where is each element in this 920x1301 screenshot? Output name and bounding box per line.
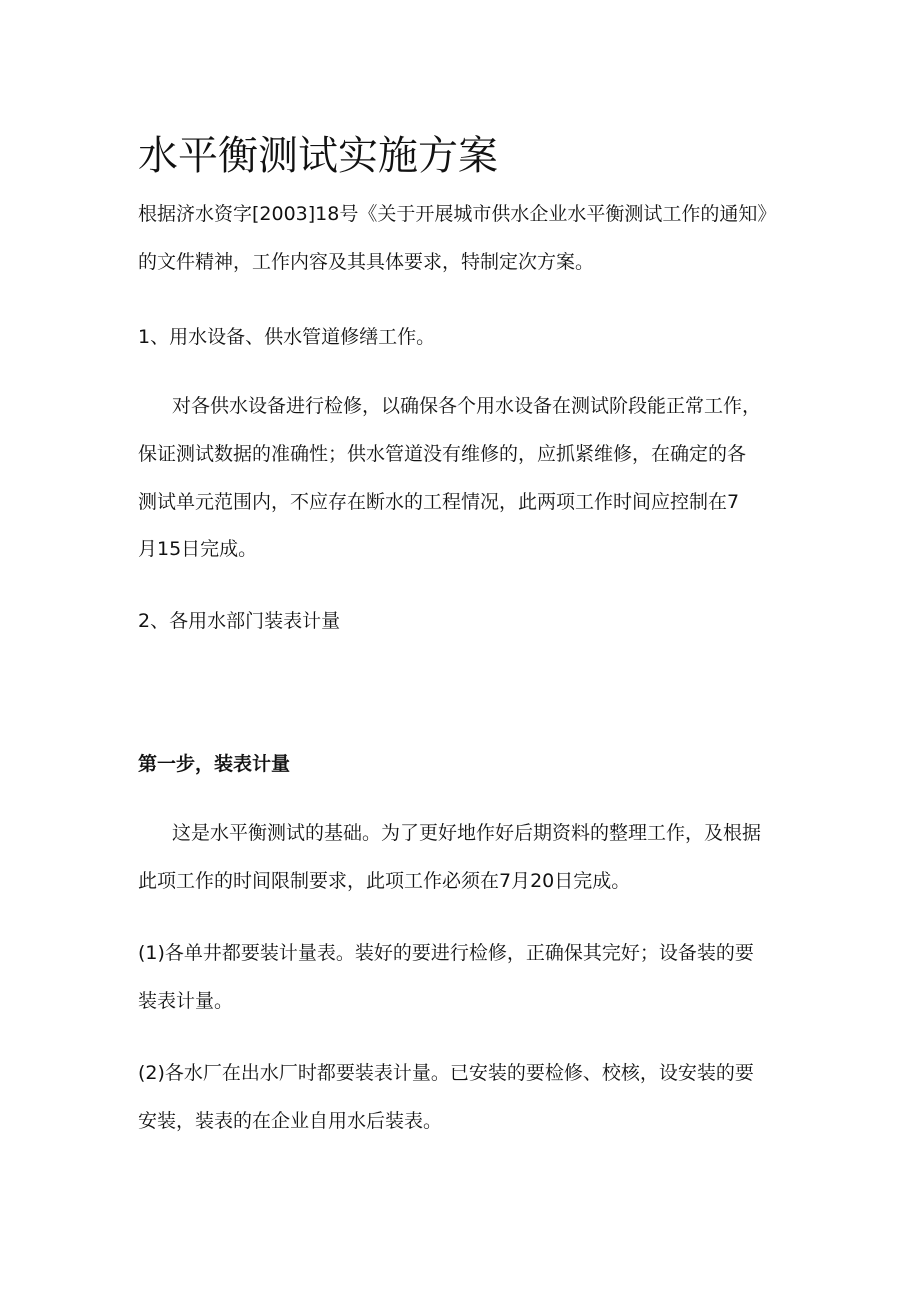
section1-body-line-1: 对各供水设备进行检修，以确保各个用水设备在测试阶段能正常工作， <box>172 395 762 417</box>
step1-body-line-1: 这是水平衡测试的基础。为了更好地作好后期资料的整理工作，及根据 <box>172 822 762 844</box>
intro-line-2: 的文件精神，工作内容及其具体要求，特制定次方案。 <box>138 251 595 273</box>
step1-heading: 第一步，装表计量 <box>138 753 291 775</box>
item2-line-1: (2)各水厂在出水厂时都要装表计量。已安装的要检修、校核，设安装的要 <box>138 1062 754 1084</box>
section1-body-line-2: 保证测试数据的准确性；供水管道没有维修的，应抓紧维修，在确定的各 <box>138 443 747 465</box>
section1-heading: 1、用水设备、供水管道修缮工作。 <box>138 326 436 348</box>
section2-heading: 2、各用水部门装表计量 <box>138 610 341 632</box>
section1-body-line-3: 测试单元范围内，不应存在断水的工程情况，此两项工作时间应控制在7 <box>138 491 740 513</box>
item1-line-1: (1)各单井都要装计量表。装好的要进行检修，正确保其完好；设备装的要 <box>138 942 754 964</box>
section1-body-line-4: 月15日完成。 <box>138 538 258 560</box>
intro-line-1: 根据济水资字[2003]18号《关于开展城市供水企业水平衡测试工作的通知》 <box>138 203 777 225</box>
step1-body-line-2: 此项工作的时间限制要求，此项工作必须在7月20日完成。 <box>138 870 631 892</box>
item1-line-2: 装表计量。 <box>138 990 234 1012</box>
item2-line-2: 安装，装表的在企业自用水后装表。 <box>138 1110 443 1132</box>
document-title: 水平衡测试实施方案 <box>138 133 498 179</box>
